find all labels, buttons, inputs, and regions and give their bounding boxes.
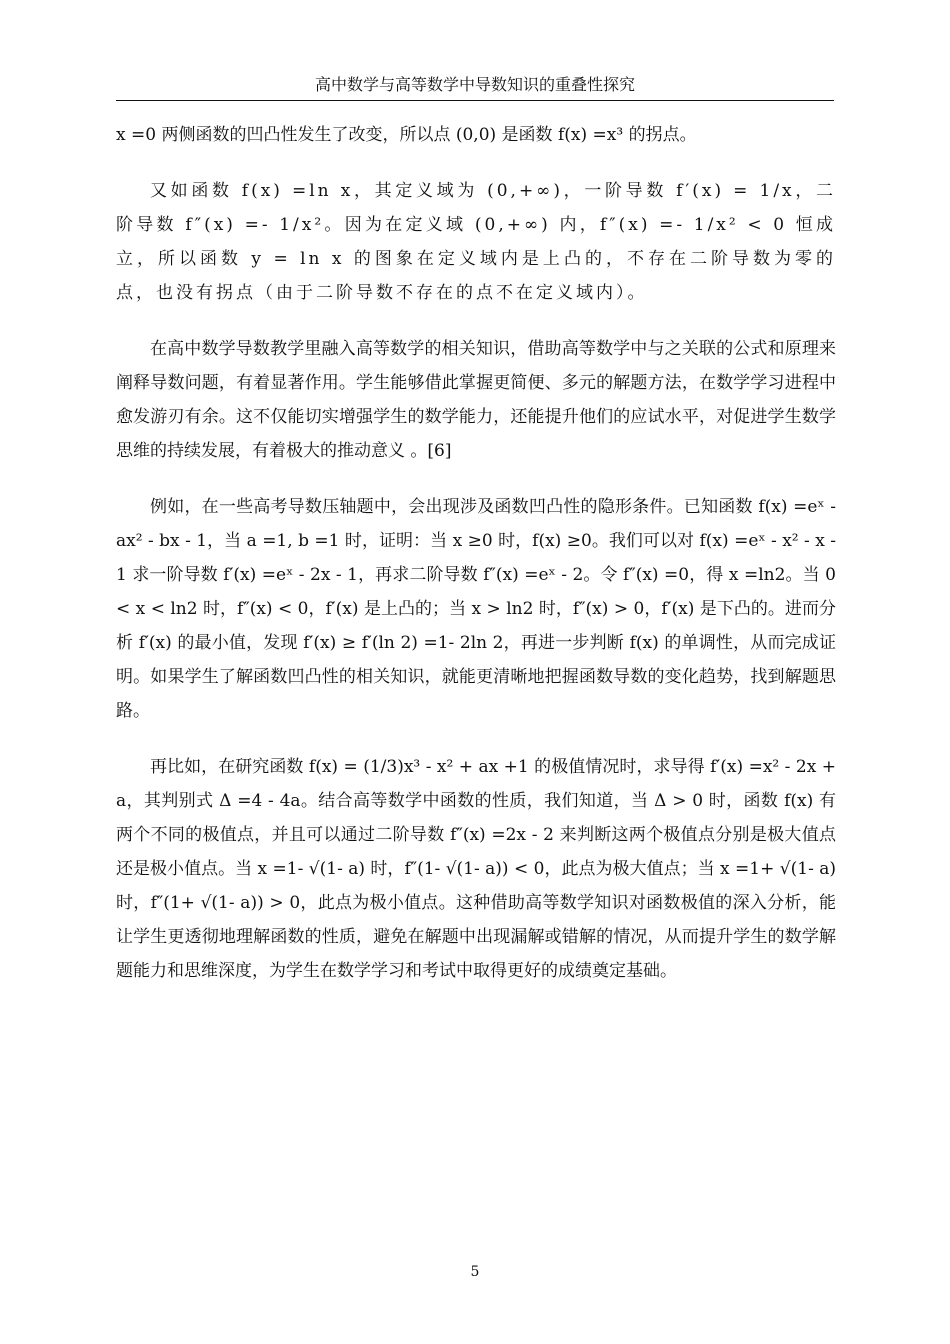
paragraph-2: 又如函数 f(x) =ln x，其定义域为 (0,+∞)，一阶导数 f′(x) = 1/x，二阶导数 f″(x) =- 1/x²。因为在定义域 (0,+∞) 内，f″(x) =- 1/x² < 0 恒成立，所以函数 y = ln x 的图象在定义域内是上凸的，不存在二阶导数为零的点，也没有拐点（由于二阶导数不存在的点不在定义域内）。 xyxy=(116,181,836,303)
page-number: 5 xyxy=(470,1264,480,1280)
running-header: 高中数学与高等数学中导数知识的重叠性探究 xyxy=(314,75,635,94)
paragraph-1: x =0 两侧函数的凹凸性发生了改变，所以点 (0,0) 是函数 f(x) =x³ 的拐点。 xyxy=(116,125,697,145)
paragraph-5: 再比如，在研究函数 f(x) = (1/3)x³ - x² + ax +1 的极值情况时，求导得 f′(x) =x² - 2x + a，其判别式 Δ =4 - 4a。结合高等数学中函数的性质，我们知道，当 Δ > 0 时，函数 f(x) 有两个不同的极值点，并且可以通过二阶导数 f″(x) =2x - 2 来判断这两个极值点分别是极大值点还是极小值点。当 x =1- √(1- a) 时，f″(1- √(1- a)) < 0，此点为极大值点；当 x =1+ √(1- a) 时，f″(1+ √(1- a)) > 0，此点为极小值点。这种借助高等数学知识对函数极值的深入分析，能让学生更透彻地理解函数的性质，避免在解题中出现漏解或错解的情况，从而提升学生的数学解题能力和思维深度，为学生在数学学习和考试中取得更好的成绩奠定基础。 xyxy=(116,757,836,981)
document-body xyxy=(116,118,836,1010)
paragraph-4: 例如，在一些高考导数压轴题中，会出现涉及函数凹凸性的隐形条件。已知函数 f(x) =eˣ - ax² - bx - 1，当 a =1, b =1 时，证明：当 x ≥0 时，f(x) ≥0。我们可以对 f(x) =eˣ - x² - x - 1 求一阶导数 f′(x) =eˣ - 2x - 1，再求二阶导数 f″(x) =eˣ - 2。令 f″(x) =0，得 x =ln2。当 0 < x < ln2 时，f″(x) < 0，f′(x) 是上凸的；当 x > ln2 时，f″(x) > 0，f′(x) 是下凸的。进而分析 f′(x) 的最小值，发现 f′(x) ≥ f′(ln 2) =1- 2ln 2，再进一步判断 f(x) 的单调性，从而完成证明。如果学生了解函数凹凸性的相关知识，就能更清晰地把握函数导数的变化趋势，找到解题思路。 xyxy=(116,497,836,721)
header-rule xyxy=(116,100,834,101)
paragraph-3: 在高中数学导数教学里融入高等数学的相关知识，借助高等数学中与之关联的公式和原理来阐释导数问题，有着显著作用。学生能够借此掌握更简便、多元的解题方法，在数学学习进程中愈发游刃有余。这不仅能切实增强学生的数学能力，还能提升他们的应试水平，对促进学生数学思维的持续发展，有着极大的推动意义 。[6] xyxy=(116,339,836,461)
